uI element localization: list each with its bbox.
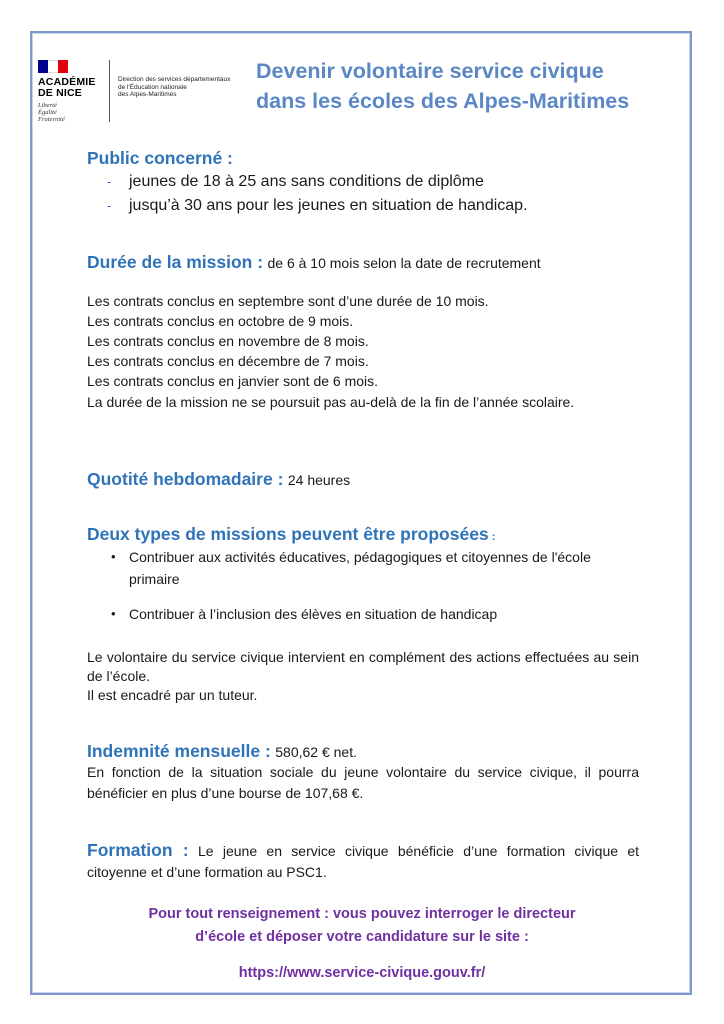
indemnite-value: 580,62 € net. [275,744,357,760]
flag-red [58,60,68,73]
service-civique-link[interactable]: https://www.service-civique.gouv.fr/ [238,965,486,981]
missions-colon: : [488,531,496,543]
quotite-heading: Quotité hebdomadaire : [87,469,284,489]
indemnite-heading: Indemnité mensuelle : [87,741,271,761]
missions-para-1: Le volontaire du service civique intervient en complément des actions effectuées au sein de l’école. [87,649,639,684]
title-line1: Devenir volontaire service civique [256,59,604,83]
bullet-icon: • [111,549,116,564]
duree-line-2: Les contrats conclus en octobre de 9 mois. [87,313,354,329]
direction-line2: de l'Éducation nationale [118,83,187,91]
section-quotite [87,469,639,490]
motto-fraternite: Fraternité [38,116,65,123]
direction-line3: des Alpes-Maritimes [118,91,177,98]
section-indemnite [87,741,639,804]
duree-value: de 6 à 10 mois selon la date de recrutement [267,255,541,271]
formation-heading: Formation : [87,840,189,860]
contact-block [40,903,684,949]
duree-line-3: Les contrats conclus en novembre de 8 mois. [87,333,369,349]
direction-line1: Direction des services départementaux [118,76,231,83]
section-formation [87,840,639,883]
list-item [87,194,639,218]
academie-line1: ACADÉMIE [38,76,96,88]
formation-text: Le jeune en service civique bénéficie d’une formation civique et citoyenne et d’une formation au PSC1. [87,843,639,880]
direction-text [118,76,238,99]
flag-white [48,60,58,73]
missions-heading: Deux types de missions peuvent être proposées [87,524,489,544]
section-duree [87,252,639,273]
flag-blue [38,60,48,73]
section-missions [87,524,639,625]
section-public [87,148,639,218]
list-item [87,170,639,194]
missions-list [87,546,639,625]
mission-item-2: Contribuer à l’inclusion des élèves en situation de handicap [129,606,498,622]
public-list [87,170,639,218]
quotite-value: 24 heures [287,472,351,488]
dash-icon: - [107,174,112,189]
logo-divider [109,60,110,122]
republic-motto [38,102,65,123]
mission-item-1: Contribuer aux activités éducatives, pédagogiques et citoyennes de l'école primaire [129,549,591,587]
missions-para-2: Il est encadré par un tuteur. [87,687,258,703]
duree-line-1: Les contrats conclus en septembre sont d’une durée de 10 mois. [87,293,489,309]
academie-logo [38,60,238,130]
academie-line2: DE NICE [38,87,82,99]
duree-note: La durée de la mission ne se poursuit pas au-delà de la fin de l’année scolaire. [87,394,575,410]
public-heading: Public concerné : [87,148,233,168]
duree-heading: Durée de la mission : [87,252,264,272]
bullet-icon: • [111,606,116,621]
public-item-1: jeunes de 18 à 25 ans sans conditions de diplôme [129,173,484,190]
marianne-flag-icon [38,60,68,73]
contact-line-2: d’école et déposer votre candidature sur le site : [195,929,529,945]
list-item [87,546,639,590]
dash-icon: - [107,198,112,213]
missions-paragraphs [87,648,639,705]
duree-line-4: Les contrats conclus en décembre de 7 mois. [87,353,369,369]
motto-liberte: Liberté [38,102,57,109]
page-title [256,56,629,116]
indemnite-text: En fonction de la situation sociale du jeune volontaire du service civique, il pourra bénéficier en plus d’une bourse de 107,68 €. [87,764,639,801]
motto-egalite: Égalité [38,109,57,116]
public-item-2: jusqu’à 30 ans pour les jeunes en situation de handicap. [129,197,528,214]
contact-line-1: Pour tout renseignement : vous pouvez interroger le directeur [148,906,576,922]
title-line2: dans les écoles des Alpes-Maritimes [256,89,630,113]
list-item [87,603,639,625]
duree-line-5: Les contrats conclus en janvier sont de 6 mois. [87,373,379,389]
duree-details [87,291,639,413]
contact-url-wrap [40,962,684,985]
academie-name [38,77,96,99]
